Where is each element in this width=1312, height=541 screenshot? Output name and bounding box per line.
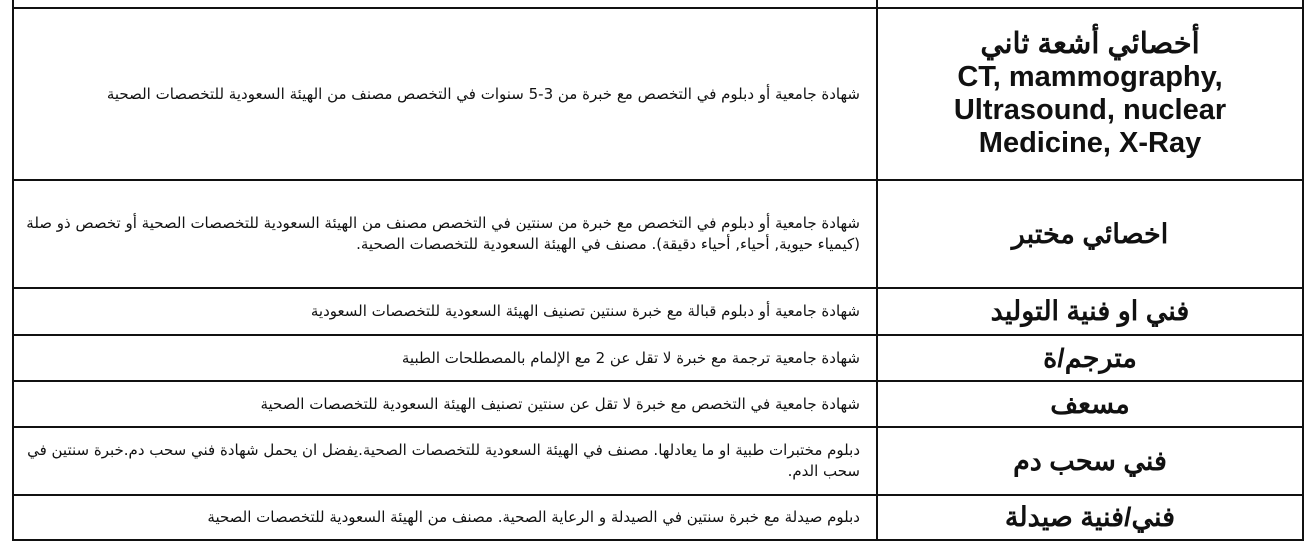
job-description-cell — [13, 180, 877, 288]
job-title-cell — [877, 335, 1303, 382]
job-title-cell — [877, 288, 1303, 335]
job-description-cell — [13, 0, 877, 8]
job-description-cell — [13, 427, 877, 495]
job-title-english-line: Ultrasound, nuclear — [953, 94, 1227, 127]
job-title-arabic: اخصائي مختبر — [1011, 218, 1169, 249]
table-row — [13, 288, 1303, 335]
job-title-cell — [877, 427, 1303, 495]
job-title-cell — [877, 0, 1303, 8]
job-title-arabic: مترجم/ة — [1043, 342, 1137, 373]
table-row — [13, 8, 1303, 180]
table-row — [13, 495, 1303, 540]
job-description: شهادة جامعية أو دبلوم في التخصص مع خبرة من سنتين في التخصص مصنف من الهيئة السعودية للتخصصات الصحية أو تخصص ذو صلة (كيمياء حيوية, أحياء, أحياء دقيقة). مصنف في الهيئة السعودية للتخصصات الصحية. — [26, 214, 860, 254]
job-description-cell — [13, 495, 877, 540]
table-row — [13, 0, 1303, 8]
job-description: دبلوم مختبرات طبية او ما يعادلها. مصنف في الهيئة السعودية للتخصصات الصحية.يفضل ان يحمل شهادة فني سحب دم.خبرة سنتين في سحب الدم. — [27, 441, 860, 481]
job-title-cell — [877, 495, 1303, 540]
job-description: شهادة جامعية أو دبلوم في التخصص مع خبرة من 3-5 سنوات في التخصص مصنف من الهيئة السعودية للتخصصات الصحية — [106, 84, 860, 103]
job-title-arabic: فني او فنية التوليد — [990, 295, 1190, 326]
table-row — [13, 180, 1303, 288]
job-title-arabic: فني سحب دم — [1013, 445, 1167, 476]
job-description-cell — [13, 288, 877, 335]
job-description: دبلوم صيدلة مع خبرة سنتين في الصيدلة و الرعاية الصحية. مصنف من الهيئة السعودية للتخصصات الصحية — [207, 508, 860, 527]
job-requirements-table — [12, 0, 1304, 541]
job-title-arabic: أخصائي أشعة ثاني — [980, 28, 1200, 61]
job-title-arabic: مسعف — [1050, 388, 1130, 419]
job-description: شهادة جامعية أو دبلوم قبالة مع خبرة سنتين تصنيف الهيئة السعودية للتخصصات السعودية — [310, 301, 860, 320]
job-title-cell — [877, 180, 1303, 288]
job-title-cell — [877, 381, 1303, 427]
job-description-cell — [13, 8, 877, 180]
job-title-english-line: Medicine, X-Ray — [978, 127, 1202, 160]
job-description-cell — [13, 335, 877, 382]
job-description: شهادة جامعية في التخصص مع خبرة لا تقل عن سنتين تصنيف الهيئة السعودية للتخصصات الصحية — [260, 394, 860, 413]
job-title-arabic: فني/فنية صيدلة — [1004, 502, 1176, 533]
job-description-cell — [13, 381, 877, 427]
job-title-english-line: CT, mammography, — [957, 61, 1223, 94]
job-description: شهادة جامعية ترجمة مع خبرة لا تقل عن 2 مع الإلمام بالمصطلحات الطبية — [401, 348, 860, 367]
table-row — [13, 335, 1303, 382]
table-row — [13, 427, 1303, 495]
table-row — [13, 381, 1303, 427]
job-title-cell — [877, 8, 1303, 180]
